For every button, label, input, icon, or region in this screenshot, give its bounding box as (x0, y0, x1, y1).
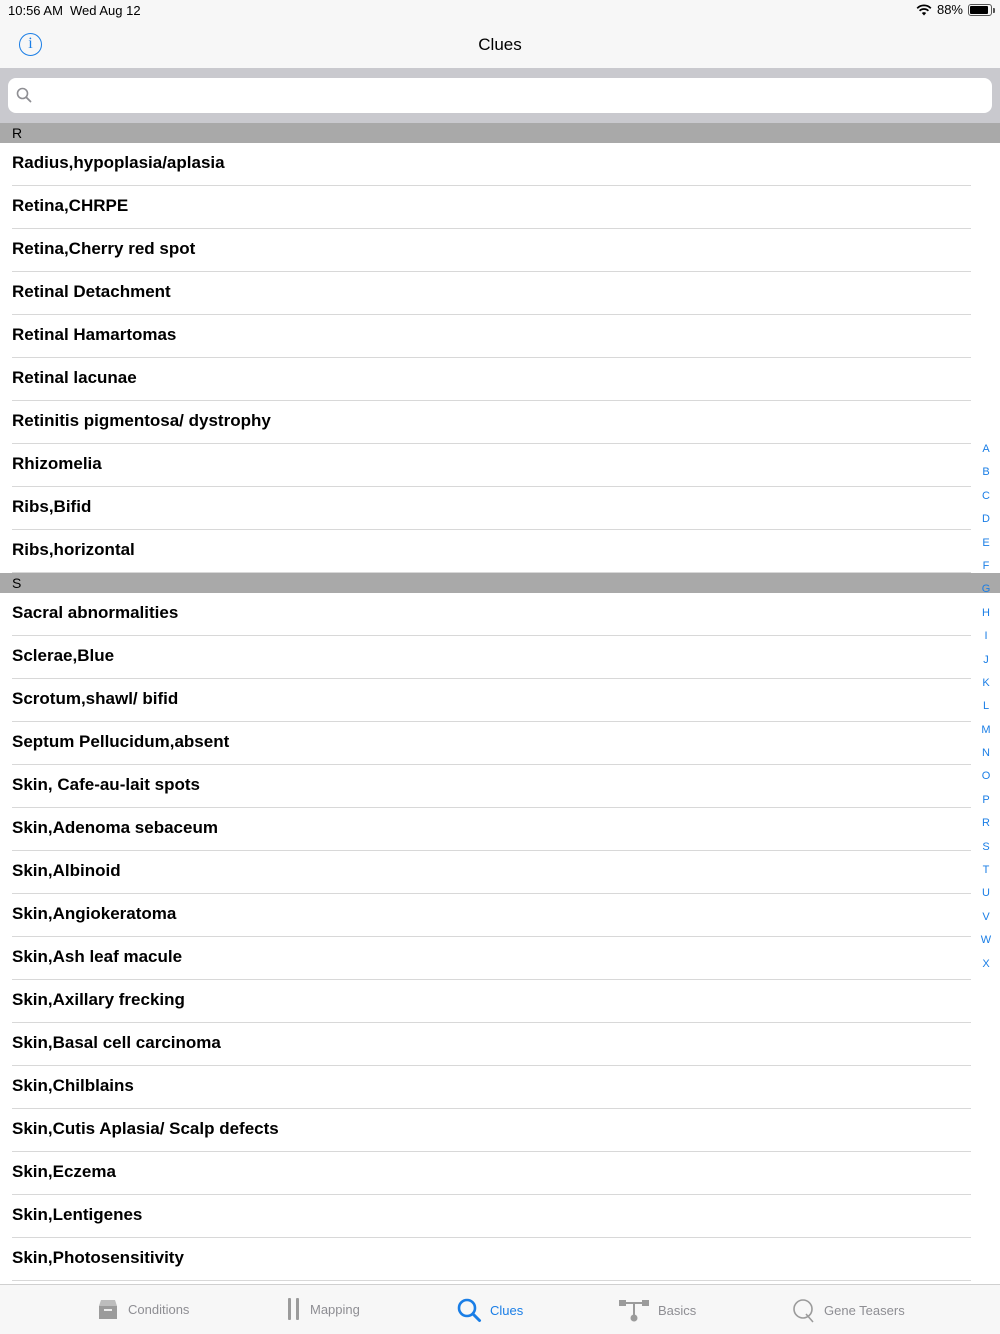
tab-bar (0, 1284, 1000, 1334)
list-item-label: Skin,Cutis Aplasia/ Scalp defects (12, 1119, 279, 1138)
tab-label: Clues (490, 1302, 524, 1318)
list-item[interactable] (0, 401, 1000, 444)
index-letter-p[interactable]: P (982, 793, 990, 806)
list-item-label: Ribs,Bifid (12, 497, 92, 516)
list-item[interactable] (0, 593, 1000, 636)
list-item[interactable] (0, 530, 1000, 573)
index-letter-s[interactable]: S (982, 840, 990, 853)
list-item[interactable] (0, 1152, 1000, 1195)
search-bar (0, 68, 1000, 123)
list-item[interactable] (0, 186, 1000, 229)
list-item[interactable] (0, 358, 1000, 401)
index-letter-b[interactable]: B (982, 466, 990, 479)
list-item[interactable] (0, 1238, 1000, 1281)
tab-basics[interactable] (618, 1297, 696, 1323)
index-letter-r[interactable]: R (982, 817, 990, 830)
list-item[interactable] (0, 851, 1000, 894)
tab-gene-teasers[interactable] (792, 1297, 905, 1323)
index-letter-e[interactable]: E (982, 536, 990, 549)
list-item[interactable] (0, 487, 1000, 530)
index-letter-c[interactable]: C (982, 489, 990, 502)
battery-icon (968, 4, 992, 16)
list-item[interactable] (0, 229, 1000, 272)
index-letter-l[interactable]: L (982, 700, 990, 713)
list-item-label: Retinal Detachment (12, 282, 171, 301)
status-date: Wed Aug 12 (70, 3, 141, 18)
section-header-s: S (0, 573, 1000, 593)
list-item[interactable] (0, 1023, 1000, 1066)
index-letter-f[interactable]: F (982, 559, 990, 572)
list-item-label: Skin,Adenoma sebaceum (12, 818, 218, 837)
battery-percent: 88% (936, 2, 963, 17)
wifi-icon (916, 4, 932, 16)
list-item[interactable] (0, 1195, 1000, 1238)
index-letter-h[interactable]: H (982, 606, 990, 619)
index-letter-j[interactable]: J (983, 653, 989, 666)
list-item-label: Retinal lacunae (12, 368, 137, 387)
tab-label: Mapping (310, 1301, 360, 1317)
list-item[interactable] (0, 980, 1000, 1023)
index-letter-w[interactable]: W (980, 934, 992, 947)
list-item-label: Retina,Cherry red spot (12, 239, 196, 258)
list-item-label: Skin,Photosensitivity (12, 1248, 184, 1267)
status-time: 10:56 AM (8, 3, 63, 18)
index-letter-t[interactable]: T (982, 864, 990, 877)
tab-label: Conditions (128, 1301, 190, 1317)
list-item[interactable] (0, 765, 1000, 808)
list-item[interactable] (0, 937, 1000, 980)
list-item[interactable] (0, 722, 1000, 765)
list-item-label: Retinitis pigmentosa/ dystrophy (12, 411, 271, 430)
list-item-label: Skin,Albinoid (12, 861, 121, 880)
tab-label: Basics (658, 1302, 697, 1318)
clue-list[interactable] (0, 123, 1000, 1284)
list-item-label: Rhizomelia (12, 454, 102, 473)
list-item[interactable] (0, 1066, 1000, 1109)
section-index[interactable] (978, 438, 994, 976)
battery-fill (970, 6, 988, 14)
list-item-label: Radius,hypoplasia/aplasia (12, 153, 225, 172)
index-letter-n[interactable]: N (982, 747, 990, 760)
tab-label: Gene Teasers (824, 1302, 905, 1318)
search-icon (16, 87, 32, 103)
index-letter-u[interactable]: U (982, 887, 990, 900)
index-letter-m[interactable]: M (981, 723, 991, 736)
index-letter-i[interactable]: I (984, 630, 988, 643)
list-item[interactable] (0, 808, 1000, 851)
index-letter-x[interactable]: X (982, 957, 990, 970)
tab-conditions[interactable] (96, 1297, 189, 1321)
list-item-label: Retina,CHRPE (12, 196, 129, 215)
index-letter-k[interactable]: K (982, 676, 990, 689)
list-item-label: Skin,Lentigenes (12, 1205, 143, 1224)
list-item-label: Skin,Ash leaf macule (12, 947, 183, 966)
list-item-label: Skin,Axillary frecking (12, 990, 185, 1009)
index-letter-v[interactable]: V (982, 910, 990, 923)
list-item[interactable] (0, 315, 1000, 358)
list-item-label: Sclerae,Blue (12, 646, 115, 665)
tab-mapping[interactable] (286, 1297, 360, 1321)
index-letter-o[interactable]: O (981, 770, 991, 783)
list-item-label: Retinal Hamartomas (12, 325, 177, 344)
list-item-label: Ribs,horizontal (12, 540, 135, 559)
list-item-label: Skin,Eczema (12, 1162, 116, 1181)
status-right (916, 2, 992, 17)
search-icon (456, 1297, 482, 1323)
list-item-label: Sacral abnormalities (12, 603, 179, 622)
list-item[interactable] (0, 272, 1000, 315)
conditions-icon (96, 1297, 120, 1321)
index-letter-g[interactable]: G (981, 583, 991, 596)
list-item[interactable] (0, 444, 1000, 487)
gene-teasers-icon (792, 1297, 816, 1323)
list-item[interactable] (0, 143, 1000, 186)
list-item-label: Scrotum,shawl/ bifid (12, 689, 179, 708)
basics-icon (618, 1297, 650, 1323)
list-item[interactable] (0, 636, 1000, 679)
search-input[interactable] (8, 78, 992, 113)
list-item-label: Skin, Cafe-au-lait spots (12, 775, 200, 794)
list-item[interactable] (0, 1109, 1000, 1152)
navigation-bar (0, 22, 1000, 68)
tab-clues[interactable] (456, 1297, 523, 1323)
index-letter-d[interactable]: D (982, 513, 990, 526)
section-header-r: R (0, 123, 1000, 143)
page-title: Clues (478, 35, 522, 54)
list-item-label: Septum Pellucidum,absent (12, 732, 230, 751)
list-item[interactable] (0, 894, 1000, 937)
index-letter-a[interactable]: A (982, 443, 990, 455)
info-icon: i (28, 35, 33, 52)
list-item[interactable] (0, 679, 1000, 722)
mapping-icon (286, 1297, 302, 1321)
list-item-label: Skin,Angiokeratoma (12, 904, 177, 923)
list-item-label: Skin,Basal cell carcinoma (12, 1033, 221, 1052)
status-bar (0, 0, 1000, 22)
list-item-label: Skin,Chilblains (12, 1076, 134, 1095)
